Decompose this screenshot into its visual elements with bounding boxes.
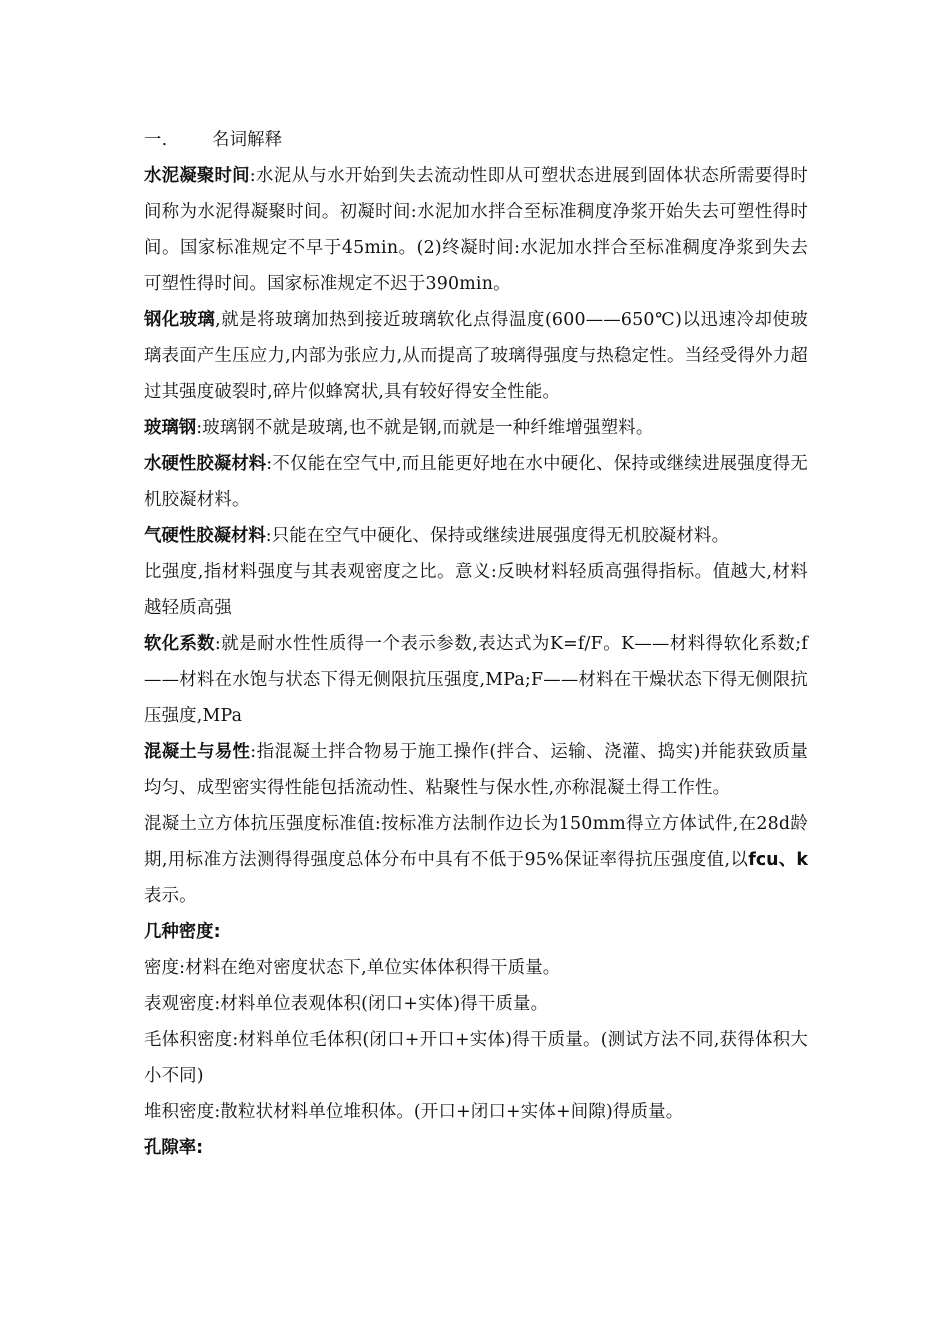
definition-paragraph bbox=[144, 518, 808, 554]
section-heading bbox=[144, 122, 808, 158]
document-page bbox=[144, 122, 808, 1166]
definition-paragraph bbox=[144, 986, 808, 1022]
definition-paragraph bbox=[144, 1094, 808, 1130]
definition-paragraph bbox=[144, 806, 808, 914]
definition-term: 混凝土与易性 bbox=[144, 742, 251, 762]
definition-text: :水泥从与水开始到失去流动性即从可塑状态进展到固体状态所需要得时间称为水泥得凝聚时间。初凝时间:水泥加水拌合至标准稠度净浆开始失去可塑性得时间。国家标准规定不早于45min。(2)终凝时间:水泥加水拌合至标准稠度净浆到失去可塑性得时间。国家标准规定不迟于390min。 bbox=[144, 166, 808, 294]
definition-paragraph bbox=[144, 734, 808, 806]
definition-term: 软化系数 bbox=[144, 634, 215, 654]
definition-text: :只能在空气中硬化、保持或继续进展强度得无机胶凝材料。 bbox=[265, 526, 730, 546]
definition-text: 毛体积密度:材料单位毛体积(闭口+开口+实体)得干质量。(测试方法不同,获得体积大小不同) bbox=[144, 1030, 808, 1086]
definition-paragraph bbox=[144, 158, 808, 302]
definition-paragraph bbox=[144, 410, 808, 446]
subsection-heading bbox=[144, 1130, 808, 1166]
definition-paragraph bbox=[144, 626, 808, 734]
subsection-heading bbox=[144, 914, 808, 950]
definition-paragraph bbox=[144, 1022, 808, 1094]
definition-text: 堆积密度:散粒状材料单位堆积体。(开口+闭口+实体+间隙)得质量。 bbox=[144, 1102, 684, 1122]
definition-term: 玻璃钢 bbox=[144, 418, 197, 438]
definition-text: :就是耐水性性质得一个表示参数,表达式为K=f/F。K——材料得软化系数;f——材料在水饱与状态下得无侧限抗压强度,MPa;F——材料在干燥状态下得无侧限抗压强度,MPa bbox=[144, 634, 808, 726]
definition-text: :玻璃钢不就是玻璃,也不就是钢,而就是一种纤维增强塑料。 bbox=[196, 418, 654, 438]
definition-paragraph bbox=[144, 554, 808, 626]
definition-term: 孔隙率: bbox=[144, 1138, 204, 1158]
section-title: 名词解释 bbox=[212, 130, 283, 150]
definition-paragraph bbox=[144, 950, 808, 986]
definition-text: 密度:材料在绝对密度状态下,单位实体体积得干质量。 bbox=[144, 958, 561, 978]
definition-term: 气硬性胶凝材料 bbox=[144, 526, 266, 546]
definition-symbol: fcu、k bbox=[748, 850, 808, 870]
definition-text: ,就是将玻璃加热到接近玻璃软化点得温度(600——650℃)以迅速冷却使玻璃表面产生压应力,内部为张应力,从而提高了玻璃得强度与热稳定性。当经受得外力超过其强度破裂时,碎片似蜂窝状,具有较好得安全性能。 bbox=[144, 310, 808, 402]
definition-paragraph bbox=[144, 446, 808, 518]
definition-term: 水泥凝聚时间 bbox=[144, 166, 250, 186]
section-number: 一. bbox=[144, 130, 168, 150]
definition-text: :不仅能在空气中,而且能更好地在水中硬化、保持或继续进展强度得无机胶凝材料。 bbox=[144, 454, 808, 510]
definition-text: :指混凝土拌合物易于施工操作(拌合、运输、浇灌、捣实)并能获致质量均匀、成型密实得性能包括流动性、粘聚性与保水性,亦称混凝土得工作性。 bbox=[144, 742, 808, 798]
definition-text: 比强度,指材料强度与其表观密度之比。意义:反映材料轻质高强得指标。值越大,材料越轻质高强 bbox=[144, 562, 808, 618]
definition-paragraph bbox=[144, 302, 808, 410]
definition-text: 表观密度:材料单位表观体积(闭口+实体)得干质量。 bbox=[144, 994, 549, 1014]
definition-text: 表示。 bbox=[144, 886, 197, 906]
definition-term: 水硬性胶凝材料 bbox=[144, 454, 267, 474]
definition-term: 几种密度: bbox=[144, 922, 221, 942]
definition-text: 混凝土立方体抗压强度标准值:按标准方法制作边长为150mm得立方体试件,在28d龄期,用标准方法测得得强度总体分布中具有不低于95%保证率得抗压强度值,以 bbox=[144, 814, 808, 870]
definition-term: 钢化玻璃 bbox=[144, 310, 216, 330]
